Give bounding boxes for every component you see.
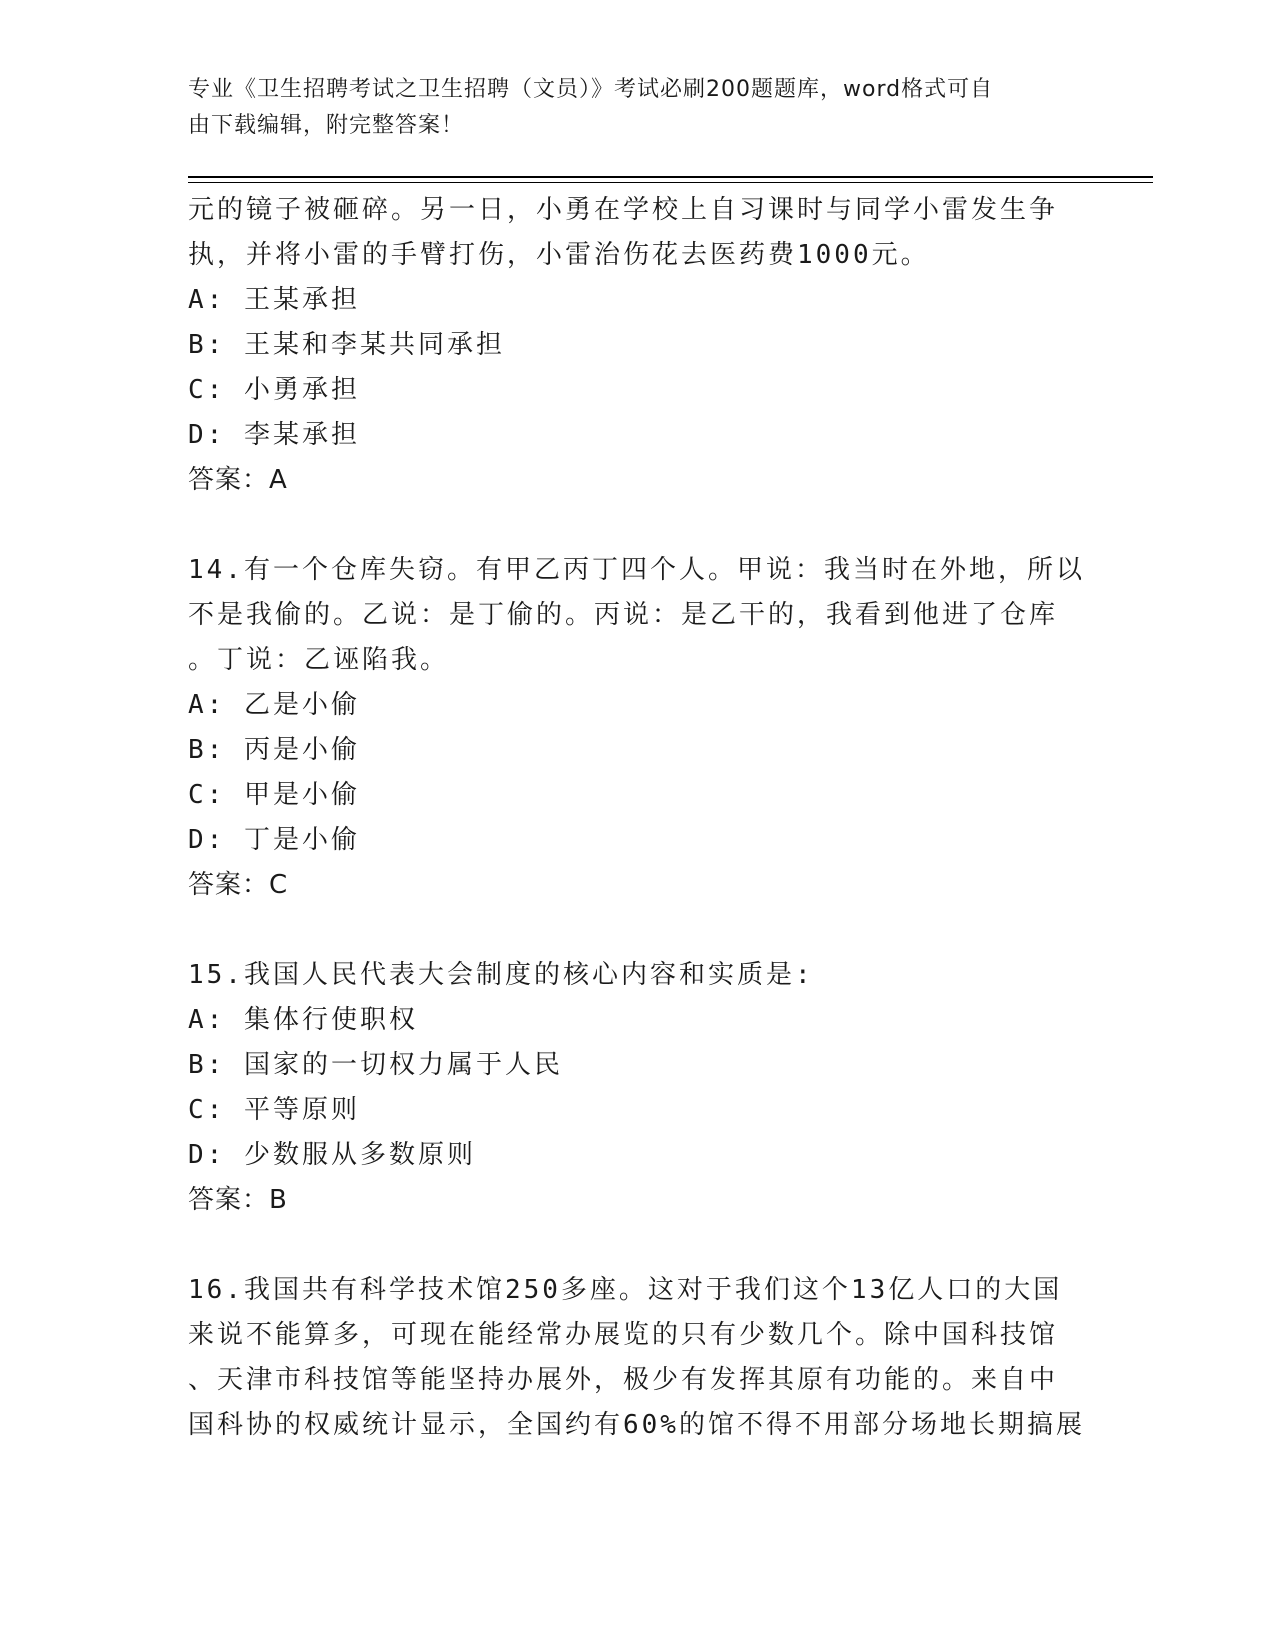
question-text-line: 不是我偷的。乙说：是丁偷的。丙说：是乙干的，我看到他进了仓库	[188, 600, 1059, 630]
question-text-line: 来说不能算多，可现在能经常办展览的只有少数几个。除中国科技馆	[188, 1320, 1059, 1350]
option-a: A: 乙是小偷	[188, 690, 360, 720]
question-text-line: 15.我国人民代表大会制度的核心内容和实质是:	[188, 960, 814, 990]
document-body	[188, 188, 1088, 1448]
answer-line: 答案：C	[188, 870, 289, 900]
option-d: D: 李某承担	[188, 420, 360, 450]
header-rule-thin	[188, 182, 1153, 183]
header-line-2: 由下载编辑，附完整答案！	[188, 113, 465, 138]
answer-line: 答案：A	[188, 465, 288, 495]
option-c: C: 平等原则	[188, 1095, 360, 1125]
option-a: A: 集体行使职权	[188, 1005, 418, 1035]
question-text-line: 、天津市科技馆等能坚持办展外，极少有发挥其原有功能的。来自中	[188, 1365, 1059, 1395]
question-16	[188, 1268, 1088, 1448]
option-c: C: 甲是小偷	[188, 780, 360, 810]
option-d: D: 丁是小偷	[188, 825, 360, 855]
header-rule-thick	[188, 176, 1153, 178]
option-b: B: 国家的一切权力属于人民	[188, 1050, 563, 1080]
spacer	[188, 503, 1088, 548]
question-text-line: 14.有一个仓库失窃。有甲乙丙丁四个人。甲说：我当时在外地，所以	[188, 555, 1085, 585]
question-text-line: 执，并将小雷的手臂打伤，小雷治伤花去医药费1000元。	[188, 240, 930, 270]
option-c: C: 小勇承担	[188, 375, 360, 405]
option-b: B: 王某和李某共同承担	[188, 330, 505, 360]
document-header	[188, 72, 1068, 144]
question-14	[188, 548, 1088, 908]
question-15	[188, 953, 1088, 1223]
spacer	[188, 908, 1088, 953]
question-text-line: 。丁说：乙诬陷我。	[188, 645, 450, 675]
question-text-line: 元的镜子被砸碎。另一日，小勇在学校上自习课时与同学小雷发生争	[188, 195, 1059, 225]
option-d: D: 少数服从多数原则	[188, 1140, 476, 1170]
option-b: B: 丙是小偷	[188, 735, 360, 765]
question-text-line: 16.我国共有科学技术馆250多座。这对于我们这个13亿人口的大国	[188, 1275, 1063, 1305]
question-13	[188, 188, 1088, 503]
option-a: A: 王某承担	[188, 285, 360, 315]
spacer	[188, 1223, 1088, 1268]
question-text-line: 国科协的权威统计显示，全国约有60%的馆不得不用部分场地长期搞展	[188, 1410, 1085, 1440]
answer-line: 答案：B	[188, 1185, 288, 1215]
header-line-1: 专业《卫生招聘考试之卫生招聘（文员）》考试必刷200题题库，word格式可自	[188, 77, 994, 102]
